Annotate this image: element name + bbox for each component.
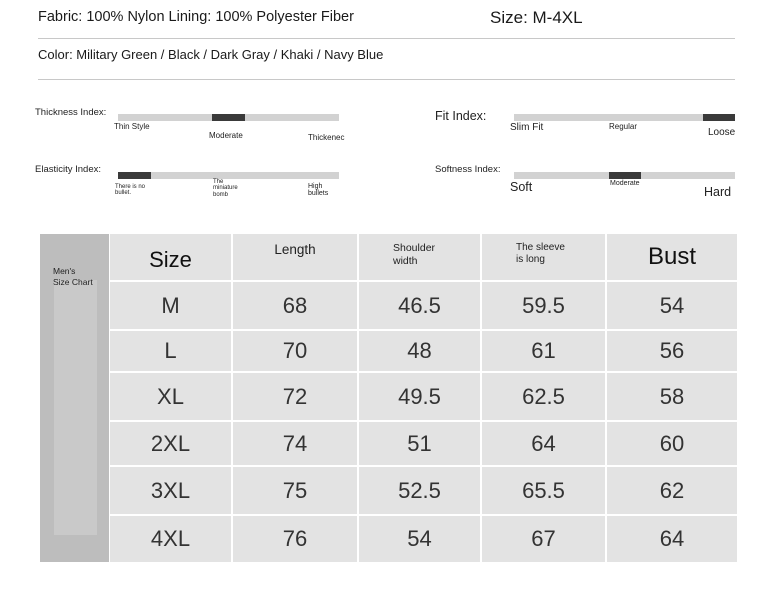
- table-cell-bust: 62: [607, 467, 737, 514]
- size-chart-title-line2: Size Chart: [53, 276, 93, 287]
- fabric-info: Fabric: 100% Nylon Lining: 100% Polyester Fiber: [38, 9, 354, 25]
- thickness-index-marker: [212, 114, 245, 121]
- divider: [38, 38, 735, 39]
- header-shoulder-line1: Shoulder: [393, 242, 436, 254]
- elasticity-index-track: [118, 172, 339, 179]
- table-cell-sleeve: 62.5: [482, 373, 605, 420]
- header-shoulder-line2: width: [393, 254, 418, 267]
- thickness-tick-thin: Thin Style: [114, 122, 150, 131]
- table-cell-sleeve: 61: [482, 331, 605, 371]
- table-cell-length: 70: [233, 331, 357, 371]
- table-cell-shoulder: 48: [359, 331, 480, 371]
- elasticity-tick-none: There is no bullet.: [115, 184, 146, 197]
- softness-tick-moderate: Moderate: [610, 180, 640, 187]
- table-cell-length: 76: [233, 516, 357, 562]
- size-chart-table: [110, 234, 737, 562]
- thickness-tick-moderate: Moderate: [209, 131, 243, 140]
- table-cell-size: 2XL: [110, 422, 231, 465]
- size-chart-title-line1: Men's: [53, 266, 76, 276]
- header-length: Length: [233, 234, 357, 280]
- table-cell-size: M: [110, 282, 231, 329]
- fit-tick-slim: Slim Fit: [510, 122, 544, 133]
- elasticity-tick-high: High bullets: [308, 183, 329, 197]
- table-cell-length: 68: [233, 282, 357, 329]
- table-cell-sleeve: 67: [482, 516, 605, 562]
- size-chart-side-panel-inner: [54, 280, 97, 535]
- table-cell-sleeve: 59.5: [482, 282, 605, 329]
- table-cell-size: 3XL: [110, 467, 231, 514]
- header-sleeve-length: [482, 234, 605, 280]
- fit-index-marker: [703, 114, 735, 121]
- softness-index-marker: [609, 172, 641, 179]
- elasticity-index-marker: [118, 172, 151, 179]
- table-cell-shoulder: 51: [359, 422, 480, 465]
- table-cell-length: 75: [233, 467, 357, 514]
- table-cell-shoulder: 49.5: [359, 373, 480, 420]
- table-cell-bust: 54: [607, 282, 737, 329]
- header-bust: Bust: [607, 234, 737, 280]
- table-cell-bust: 58: [607, 373, 737, 420]
- size-chart-title: [53, 266, 93, 287]
- thickness-index-label: Thickness Index:: [35, 107, 107, 118]
- thickness-tick-thick: Thickenec: [308, 133, 345, 142]
- fit-index-label: Fit Index:: [435, 109, 487, 123]
- header-sleeve-line2: is long: [516, 254, 545, 265]
- size-range: Size: M-4XL: [490, 8, 583, 27]
- table-cell-sleeve: 65.5: [482, 467, 605, 514]
- table-cell-size: 4XL: [110, 516, 231, 562]
- fit-tick-loose: Loose: [708, 127, 736, 138]
- table-cell-bust: 60: [607, 422, 737, 465]
- divider: [38, 79, 735, 80]
- table-cell-shoulder: 52.5: [359, 467, 480, 514]
- table-cell-size: XL: [110, 373, 231, 420]
- header-size: Size: [110, 234, 231, 280]
- softness-tick-hard: Hard: [704, 185, 732, 199]
- table-cell-bust: 56: [607, 331, 737, 371]
- header-shoulder-width: [359, 234, 480, 280]
- table-cell-sleeve: 64: [482, 422, 605, 465]
- table-cell-bust: 64: [607, 516, 737, 562]
- fit-tick-regular: Regular: [609, 122, 638, 131]
- table-cell-shoulder: 54: [359, 516, 480, 562]
- table-cell-shoulder: 46.5: [359, 282, 480, 329]
- softness-tick-soft: Soft: [510, 180, 533, 194]
- color-info: Color: Military Green / Black / Dark Gray / Khaki / Navy Blue: [38, 47, 384, 62]
- table-cell-length: 72: [233, 373, 357, 420]
- fit-index-track: [514, 114, 735, 121]
- elasticity-index-label: Elasticity Index:: [35, 164, 101, 175]
- softness-index-label: Softness Index:: [435, 164, 501, 175]
- elasticity-tick-miniature: The miniature bomb: [213, 179, 238, 198]
- table-cell-size: L: [110, 331, 231, 371]
- table-cell-length: 74: [233, 422, 357, 465]
- header-sleeve-line1: The sleeve: [516, 242, 565, 253]
